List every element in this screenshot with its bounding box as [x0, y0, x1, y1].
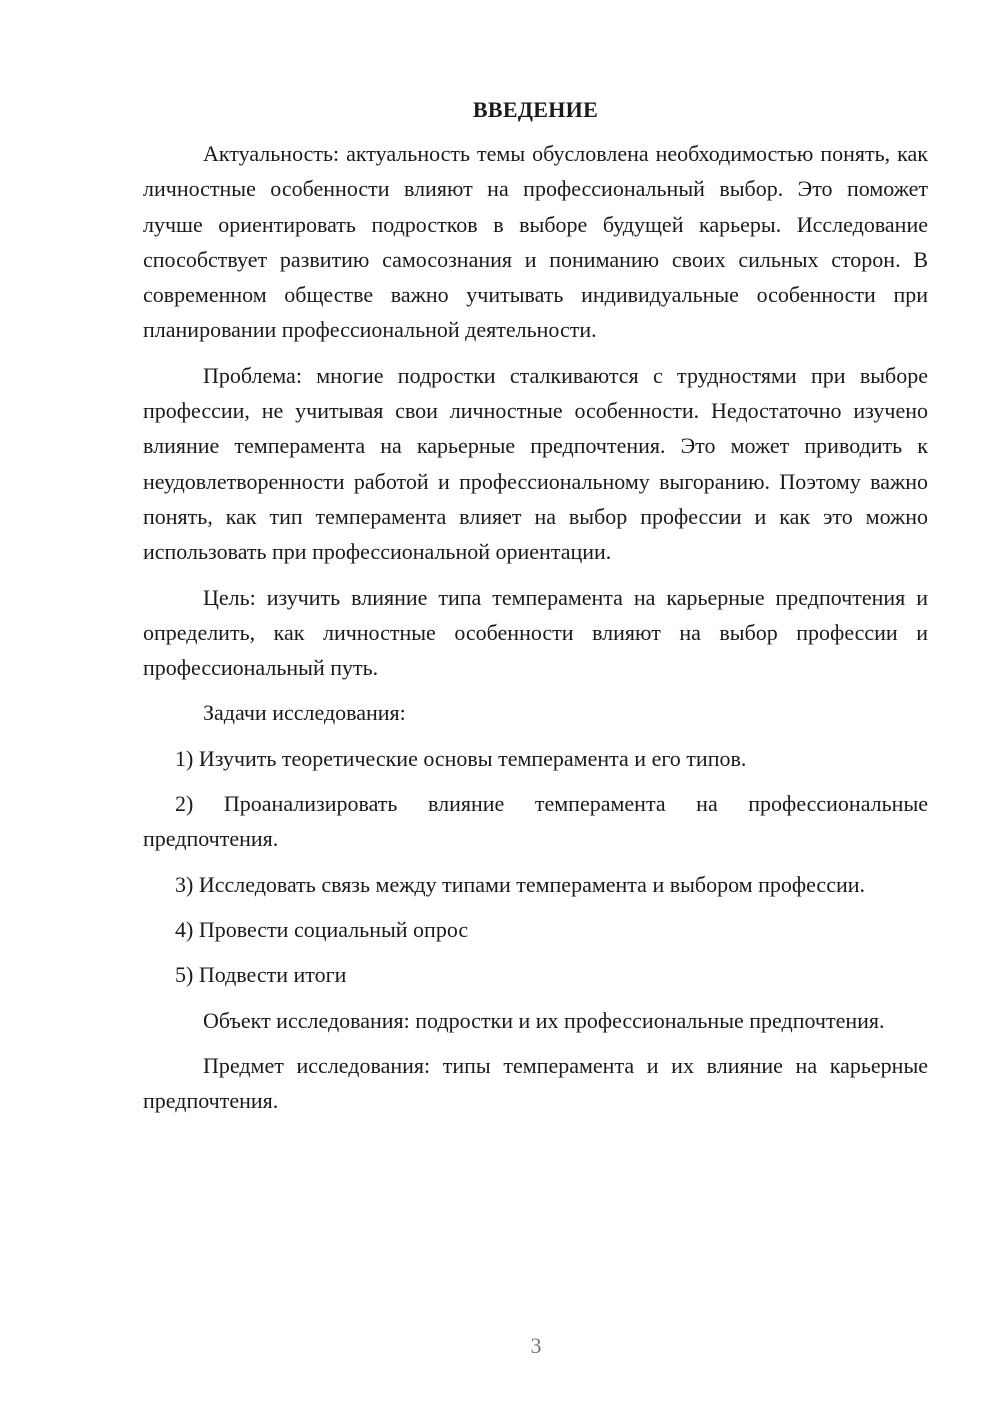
tasks-list [143, 741, 928, 993]
paragraph-problem: Проблема: многие подростки сталкиваются с трудностями при выборе профессии, не учитывая свои личностные особенности. Недостаточно изучено влияние темперамента на карьерные предпочтения. Это может приводить к неудовлетворенности работой и профессиональному выгоранию. Поэтому важно понять, как тип темперамента влияет на выбор профессии и как это можно использовать при профессиональной ориентации. [143, 362, 928, 565]
paragraph-relevance: Актуальность: актуальность темы обусловлена необходимостью понять, как личностные особенности влияют на профессиональный выбор. Это поможет лучше ориентировать подростков в выборе будущей карьеры. Исследование способствует развитию самосознания и пониманию своих сильных сторон. В современном обществе важно учитывать индивидуальные особенности при планировании профессиональной деятельности. [143, 141, 928, 343]
tasks-heading: Задачи исследования: [203, 700, 406, 726]
paragraph-subject: Предмет исследования: типы темперамента и их влияние на карьерные предпочтения. [143, 1052, 928, 1114]
task-item: 5) Подвести итоги [175, 962, 347, 988]
task-item: 3) Исследовать связь между типами темперамента и выбором профессии. [175, 871, 866, 897]
task-item: 4) Провести социальный опрос [175, 916, 469, 942]
page-number: 3 [530, 1333, 542, 1358]
task-item: 1) Изучить теоретические основы темперамента и его типов. [175, 745, 747, 771]
task-item: 2) Проанализировать влияние темперамента на профессиональные предпочтения. [143, 791, 928, 852]
paragraph-object: Объект исследования: подростки и их профессиональные предпочтения. [203, 1007, 885, 1033]
page-title: ВВЕДЕНИЕ [472, 97, 599, 122]
document-page [143, 90, 928, 1128]
paragraph-goal: Цель: изучить влияние типа темперамента на карьерные предпочтения и определить, как личностные особенности влияют на выбор профессии и профессиональный путь. [143, 584, 928, 681]
